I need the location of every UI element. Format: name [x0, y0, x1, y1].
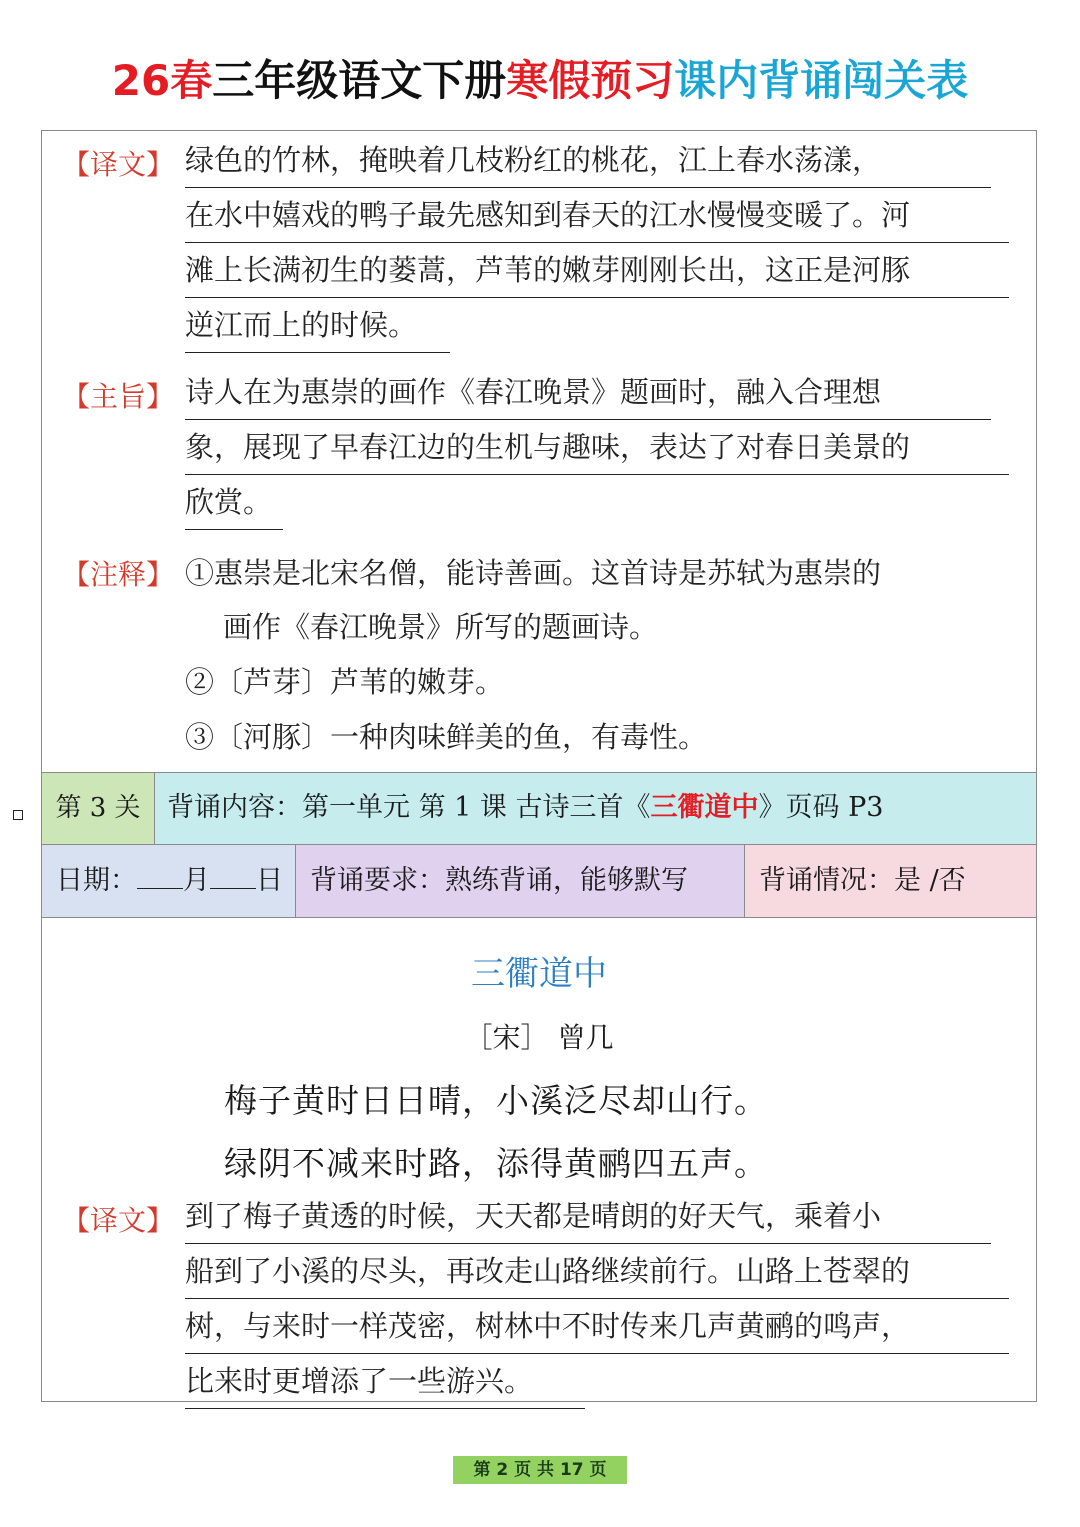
status-cell: 背诵情况：是 /否	[745, 845, 1036, 917]
note-line: 画作《春江晚景》所写的题画诗。	[223, 610, 659, 644]
info-bar	[42, 845, 1036, 918]
translation-line: 绿色的竹林，掩映着几枝粉红的桃花，江上春水荡漾，	[185, 133, 991, 188]
recite-content	[167, 773, 883, 844]
day-label: 日	[256, 865, 283, 896]
theme-label: 【主旨】	[62, 380, 175, 413]
requirement-cell: 背诵要求：熟练背诵，能够默写	[296, 845, 745, 917]
note-line: ①惠崇是北宋名僧，能诗善画。这首诗是苏轼为惠崇的	[185, 556, 882, 590]
date-label: 日期：	[56, 865, 137, 896]
title-season: 26春	[111, 56, 213, 105]
page-title	[0, 48, 1080, 108]
note-line: ②〔芦芽〕芦苇的嫩芽。	[185, 665, 505, 699]
translation-line: 船到了小溪的尽头，再改走山路继续前行。山路上苍翠的	[185, 1244, 1009, 1299]
translation-line: 滩上长满初生的蒌蒿，芦苇的嫩芽刚刚长出，这正是河豚	[185, 243, 1009, 298]
translation-line: 树，与来时一样茂密，树林中不时传来几声黄鹂的鸣声，	[185, 1299, 1009, 1354]
poem-author: ［宋］ 曾几	[464, 1021, 614, 1054]
translation-line: 比来时更增添了一些游兴。	[185, 1354, 585, 1409]
translation-line: 到了梅子黄透的时候，天天都是晴朗的好天气，乘着小	[185, 1189, 991, 1244]
title-preview: 寒假预习	[506, 56, 675, 105]
recite-content-suffix: 》页码 P3	[758, 792, 884, 823]
month-label: 月	[183, 865, 210, 896]
poem-line: 梅子黄时日日晴，小溪泛尽却山行。	[224, 1081, 768, 1120]
notes-label: 【注释】	[62, 558, 175, 591]
month-blank[interactable]	[137, 862, 183, 889]
recite-content-poem: 三衢道中	[650, 792, 759, 823]
date-cell	[42, 845, 296, 917]
checkbox-marker	[13, 810, 23, 820]
translation-line: 在水中嬉戏的鸭子最先感知到春天的江水慢慢变暖了。河	[185, 188, 1009, 243]
title-grade: 三年级语文下册	[212, 56, 507, 105]
poem-line: 绿阴不减来时路，添得黄鹂四五声。	[224, 1144, 768, 1183]
recite-content-prefix: 背诵内容：第一单元 第 1 课 古诗三首《	[167, 792, 651, 823]
title-table: 课内背诵闯关表	[674, 56, 969, 105]
theme-line: 象，展现了早春江边的生机与趣味，表达了对春日美景的	[185, 420, 1009, 475]
translation-line: 逆江而上的时候。	[185, 298, 450, 353]
theme-line: 诗人在为惠崇的画作《春江晚景》题画时，融入合理想	[185, 365, 991, 420]
day-blank[interactable]	[210, 862, 256, 889]
note-line: ③〔河豚〕一种肉味鲜美的鱼，有毒性。	[185, 720, 708, 754]
level-number: 第 3 关	[42, 773, 155, 844]
translation-label: 【译文】	[62, 148, 175, 181]
theme-line: 欣赏。	[185, 475, 283, 530]
worksheet-frame	[41, 130, 1037, 1402]
page-footer: 第 2 页 共 17 页	[453, 1456, 627, 1484]
translation-label: 【译文】	[62, 1204, 175, 1237]
level-bar	[42, 772, 1036, 845]
poem-title: 三衢道中	[471, 954, 607, 994]
